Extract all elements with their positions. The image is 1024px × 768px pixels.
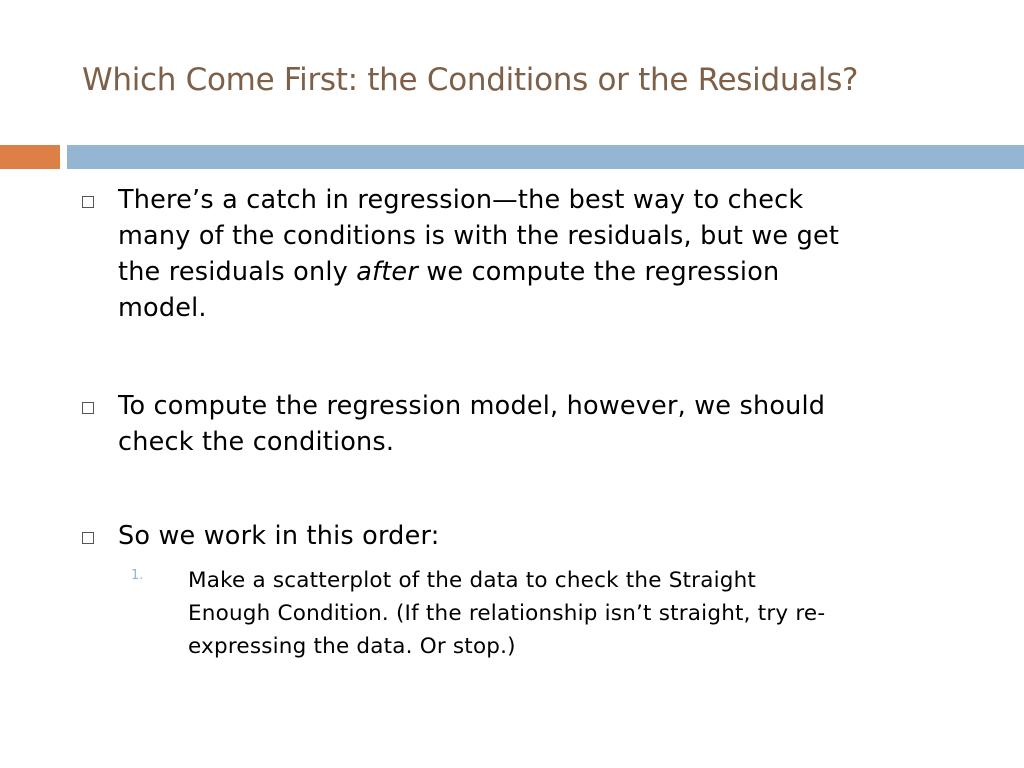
- bullet-line: many of the conditions is with the residuals, but we get: [118, 221, 840, 251]
- subitem-line: expressing the data. Or stop.): [188, 634, 516, 659]
- bullet-text: [118, 182, 958, 326]
- bullet-line: [118, 254, 958, 290]
- bullet-line: So we work in this order:: [118, 521, 440, 551]
- subitem-number: 1.: [131, 568, 144, 583]
- bullet-line: There’s a catch in regression—the best way to check: [118, 185, 804, 215]
- bullet-line: To compute the regression model, however, we should: [118, 391, 826, 421]
- accent-bar-blue: [67, 145, 1024, 169]
- bullet-line: check the conditions.: [118, 427, 395, 457]
- bullet-line-text: we compute the regression: [418, 257, 780, 287]
- bullet-text: [118, 518, 958, 554]
- bullet-line-text: the residuals only: [118, 257, 357, 287]
- subitem-text: [188, 564, 988, 663]
- subitem-line: Enough Condition. (If the relationship isn’t straight, try re-: [188, 601, 826, 626]
- slide-title: Which Come First: the Conditions or the Residuals?: [82, 62, 859, 98]
- bullet-text: [118, 388, 958, 460]
- accent-bar-orange: [0, 145, 60, 169]
- subitem-line: Make a scatterplot of the data to check the Straight: [188, 568, 757, 593]
- emphasis-text: after: [356, 257, 419, 287]
- square-bullet-icon: [82, 196, 94, 208]
- square-bullet-icon: [82, 402, 94, 414]
- square-bullet-icon: [82, 532, 94, 544]
- bullet-line: model.: [118, 293, 207, 323]
